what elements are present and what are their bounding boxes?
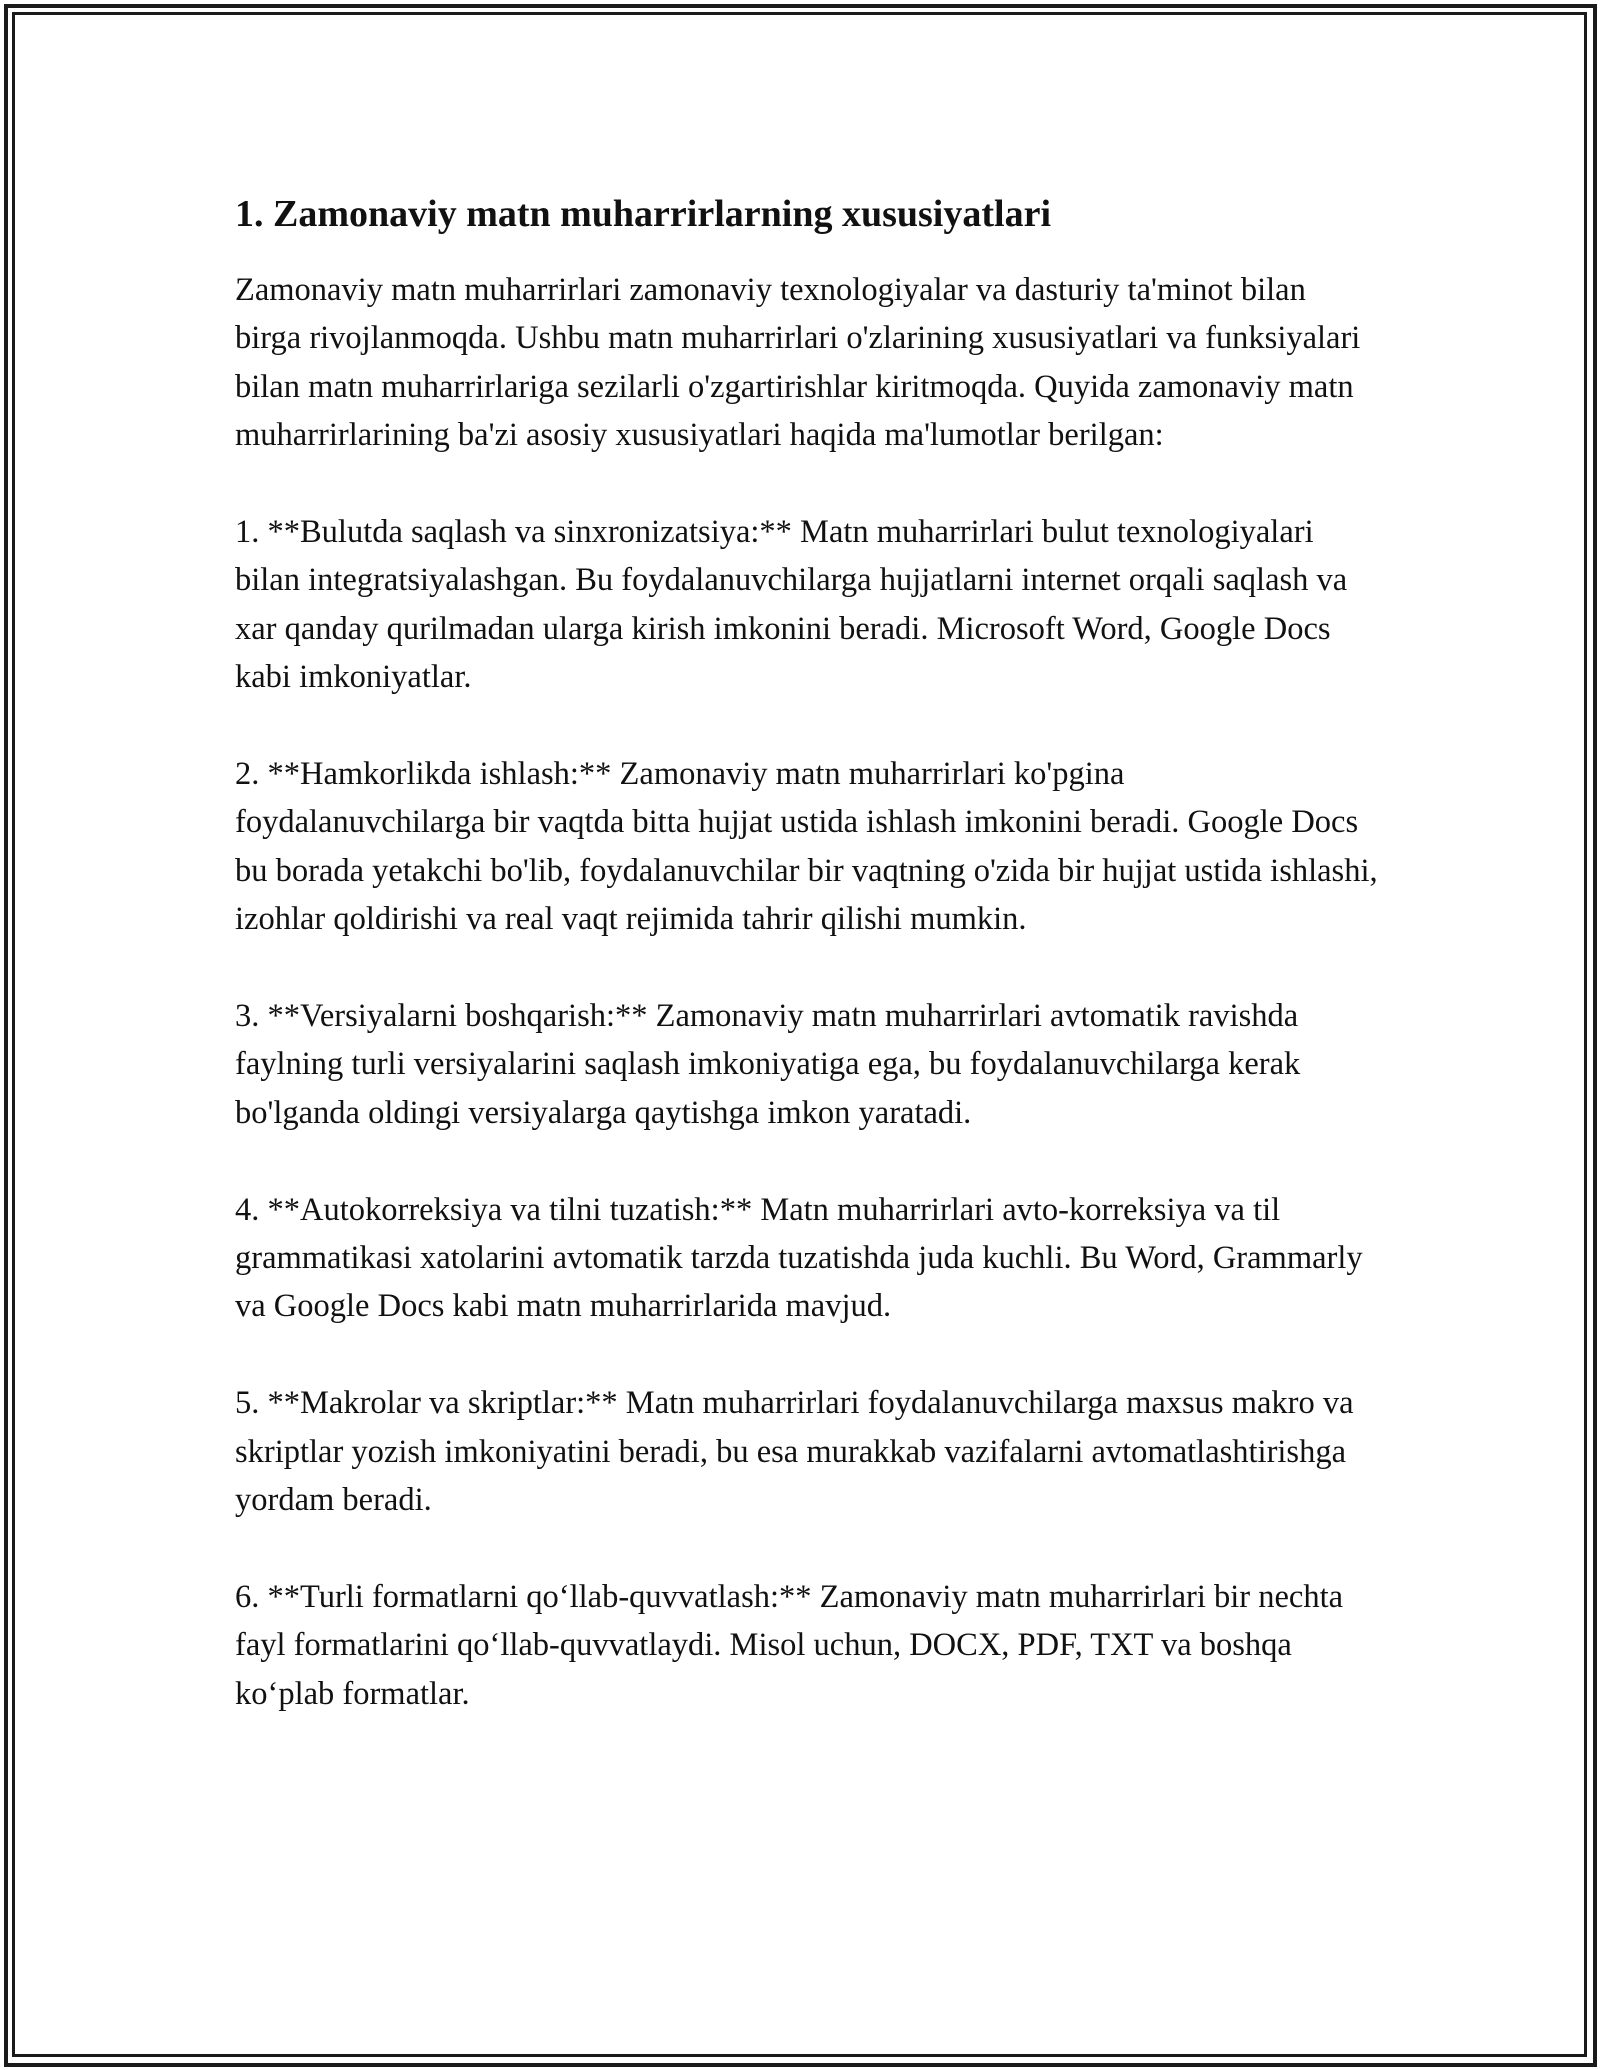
intro-paragraph: Zamonaviy matn muharrirlari zamonaviy texnologiyalar va dasturiy ta'minot bilan birga rivojlanmoqda. Ushbu matn muharrirlari o'zlarining xususiyatlari va funksiyalari bilan matn muharrirlariga sezilarli o'zgartirishlar kiritmoqda. Quyida zamonaviy matn muharrirlarining ba'zi asosiy xususiyatlari haqida ma'lumotlar berilgan: xyxy=(235,272,1361,454)
list-item-cloud-storage: 1. **Bulutda saqlash va sinxronizatsiya:** Matn muharrirlari bulut texnologiyalari bilan integratsiyalashgan. Bu foydalanuvchilarga hujjatlarni internet orqali saqlash va xar qanday qurilmadan ularga kirish imkonini beradi. Microsoft Word, Google Docs kabi imkoniyatlar. xyxy=(235,514,1348,696)
list-item-version-control: 3. **Versiyalarni boshqarish:** Zamonaviy matn muharrirlari avtomatik ravishda faylning turli versiyalarini saqlash imkoniyatiga ega, bu foydalanuvchilarga kerak bo'lganda oldingi versiyalarga qaytishga imkon yaratadi. xyxy=(235,998,1301,1131)
list-item-macros-scripts: 5. **Makrolar va skriptlar:** Matn muharrirlari foydalanuvchilarga maxsus makro va skriptlar yozish imkoniyatini beradi, bu esa murakkab vazifalarni avtomatlashtirishga yordam beradi. xyxy=(235,1385,1354,1519)
document-title: 1. Zamonaviy matn muharrirlarning xususiyatlari xyxy=(235,193,1051,235)
document-body xyxy=(235,186,1380,1766)
list-item-autocorrection: 4. **Autokorreksiya va tilni tuzatish:** Matn muharrirlari avto-korreksiya va til grammatikasi xatolarini avtomatik tarzda tuzatishda juda kuchli. Bu Word, Grammarly va Google Docs kabi matn muharrirlarida mavjud. xyxy=(235,1191,1363,1325)
list-item-file-formats: 6. **Turli formatlarni qo‘llab-quvvatlash:** Zamonaviy matn muharrirlari bir nechta fayl formatlarini qo‘llab-quvvatlaydi. Misol uchun, DOCX, PDF, TXT va boshqa ko‘plab formatlar. xyxy=(235,1578,1344,1712)
list-item-collaboration: 2. **Hamkorlikda ishlash:** Zamonaviy matn muharrirlari ko'pgina foydalanuvchilarga bir vaqtda bitta hujjat ustida ishlash imkonini beradi. Google Docs bu borada yetakchi bo'lib, foydalanuvchilar bir vaqtning o'zida bir hujjat ustida ishlashi, izohlar qoldirishi va real vaqt rejimida tahrir qilishi mumkin. xyxy=(235,756,1378,938)
